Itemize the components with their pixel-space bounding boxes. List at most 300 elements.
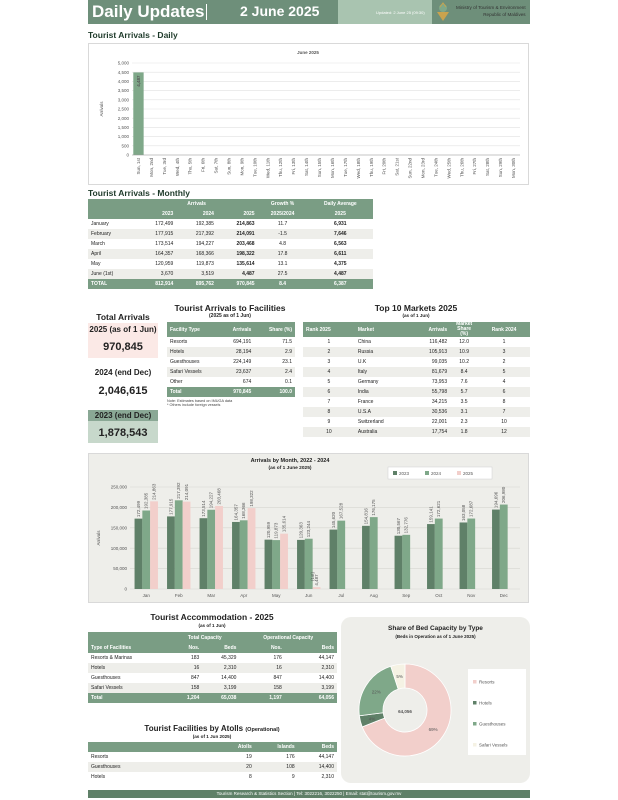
rank-2025-cell: 7: [327, 399, 331, 405]
month-cell: June (1st): [91, 271, 114, 277]
y-tick-label: 2,500: [117, 106, 129, 112]
x-tick-label: Mon, 2nd: [148, 158, 154, 177]
total-beds-cell: 3,199: [223, 685, 237, 691]
bar-2023: [362, 526, 370, 589]
market-share-cell: 10.2: [459, 359, 469, 365]
markets-table: [303, 322, 530, 437]
monthly-chart-subtitle: (as of 1 June 2025): [268, 466, 312, 471]
facilities-table-wrap: [167, 322, 295, 407]
head-operational-capacity: Operational Capacity: [263, 634, 314, 641]
rank-2024-cell: 8: [502, 399, 506, 405]
total-nos-cell: 158: [190, 685, 200, 691]
pie-legend: [468, 669, 526, 755]
table-row: [303, 397, 530, 407]
acc-total-n2: 1,197: [269, 695, 282, 701]
bar-data-label: 172,687: [468, 500, 474, 518]
market-share-cell: 10.9: [459, 349, 469, 355]
atoll-count-cell: 19: [246, 754, 252, 760]
x-tick-label: Wed, 25th: [446, 158, 452, 179]
x-tick-label: Mon, 16th: [329, 158, 335, 179]
arrivals-2024-cell: 168,366: [195, 251, 214, 257]
table-row: [88, 673, 337, 683]
y-tick-label: 0: [124, 586, 127, 592]
growth-cell: 11.7: [277, 221, 288, 227]
daily-avg-cell: 6,563: [334, 241, 347, 247]
bar-2023: [232, 522, 240, 589]
head-atoll-beds: Beds: [321, 744, 334, 750]
bar-data-label: 198,322: [248, 490, 254, 507]
arrivals-2024-cell: 192,385: [195, 221, 214, 227]
head-beds-total: Beds: [224, 645, 237, 651]
bar-2025: [248, 508, 256, 589]
chart-legend: [388, 467, 492, 479]
arrivals-2023-cell: 177,915: [155, 231, 174, 237]
oper-beds-cell: 2,310: [321, 665, 334, 671]
x-tick-label: Fri, 20th: [381, 158, 387, 175]
arrivals-2024-cell: 3,519: [201, 271, 214, 277]
bar-data-label: 120,959: [265, 521, 271, 539]
monthly-arrivals-chart: [88, 453, 529, 603]
island-count-cell: 108: [286, 764, 295, 770]
total-avg: 6,387: [334, 281, 347, 287]
x-tick-label: Sun, 1st: [135, 158, 141, 175]
markets-head-row: [303, 322, 530, 337]
market-arrivals-cell: 34,215: [431, 399, 448, 405]
month-cell: February: [91, 231, 112, 237]
bar-2023: [200, 518, 208, 589]
bar-data-label: 167,528: [338, 502, 344, 520]
x-tick-label: Tue, 3rd: [161, 158, 167, 175]
total-nos-cell: 183: [190, 655, 200, 661]
facility-type-cell: Guesthouses: [170, 359, 200, 365]
head-islands: Islands: [277, 744, 295, 750]
bar-2024: [402, 535, 410, 589]
growth-cell: 27.5: [277, 271, 288, 277]
acc-total-label: Total: [91, 695, 103, 701]
report-date: 2 June 2025: [240, 3, 320, 19]
atolls-head-row: [88, 742, 337, 752]
x-tick-label: Sat, 7th: [213, 158, 219, 174]
head-total-capacity: Total Capacity: [187, 634, 222, 641]
bar-data-label: 145,620: [330, 511, 336, 529]
rank-2024-cell: 6: [502, 389, 506, 395]
market-share-cell: 5.7: [460, 389, 468, 395]
x-tick-label: Nov: [467, 593, 476, 598]
pie-subtitle: (Beds in Operation as of 1 June 2025): [395, 634, 476, 639]
market-arrivals-cell: 55,798: [431, 389, 448, 395]
table-row: [303, 347, 530, 357]
head-rank-2025: Rank 2025: [306, 326, 331, 333]
y-axis-label: Arrivals: [96, 530, 101, 546]
x-tick-label: Tue, 24th: [433, 158, 439, 177]
facility-type-cell: Hotels: [170, 349, 185, 355]
rank-2025-cell: 1: [327, 339, 331, 345]
table-row: [88, 269, 373, 279]
footer-contact: Tourism Research & Statistics Section | Tel: 3022216, 3022250 | Email: stat@tourism.gov.mv: [88, 790, 530, 798]
daily-arrivals-chart: [88, 43, 529, 185]
x-tick-label: Sat, 21st: [394, 158, 400, 176]
monthly-head-row1: [88, 199, 373, 209]
bar-2024: [337, 521, 345, 589]
total-beds-cell: 14,400: [221, 675, 237, 681]
x-tick-label: Aug: [369, 593, 378, 598]
table-row: [303, 407, 530, 417]
total-2024: 895,762: [195, 281, 214, 287]
month-cell: January: [91, 221, 109, 227]
bar-data-label: 172,621: [436, 500, 442, 518]
market-cell: U.S.A: [357, 409, 371, 415]
table-row: [88, 762, 337, 772]
table-row: [88, 653, 337, 663]
y-tick-label: 1,500: [117, 125, 129, 130]
facility-share-cell: 2.4: [285, 369, 292, 375]
x-tick-label: Wed, 18th: [355, 158, 361, 179]
fac-total-label: Total: [170, 389, 182, 395]
markets-table-wrap: [303, 322, 530, 437]
markets-title: Top 10 Markets 2025: [374, 303, 458, 313]
bar-2025: [313, 587, 321, 589]
arrivals-2025-cell: 203,468: [236, 241, 255, 247]
daily-avg-cell: 6,931: [334, 221, 347, 227]
head-2024: 2024: [202, 211, 214, 217]
x-tick-label: Wed, 11th: [265, 158, 271, 179]
arrivals-2024-cell: 194,227: [195, 241, 214, 247]
atolls-title-row: [88, 724, 336, 733]
bar-2023: [395, 536, 403, 589]
oper-nos-cell: 16: [276, 665, 282, 671]
legend-label: 2024: [431, 471, 442, 476]
oper-nos-cell: 158: [273, 685, 282, 691]
x-tick-label: Dec: [499, 593, 508, 598]
bar-data-label: 130,567: [395, 517, 401, 535]
table-row: [167, 357, 295, 367]
facility-type-cell: Safari Vessels: [91, 685, 123, 691]
y-tick-label: 3,000: [117, 97, 129, 103]
accommodation-table-wrap: [88, 632, 337, 703]
head-type-facilities: Type of Facilities: [91, 645, 132, 651]
head-2023: 2023: [162, 211, 174, 217]
ministry-line1: Ministry of Tourism & Environment: [456, 5, 526, 10]
atoll-type-cell: Guesthouses: [91, 764, 121, 770]
bar-data-label: 163,058: [460, 504, 466, 521]
y-tick-label: 5,000: [117, 60, 129, 66]
market-arrivals-cell: 22,001: [431, 419, 448, 425]
slice-label: 5%: [396, 674, 403, 680]
facility-share-cell: 71.5: [282, 339, 292, 345]
total-nos-cell: 16: [193, 665, 200, 671]
bar-data-label: 123,244: [306, 520, 312, 538]
island-count-cell: 9: [291, 774, 295, 780]
head-avg-year: 2025: [334, 211, 346, 217]
y-tick-label: 500: [121, 143, 129, 149]
bar-2023: [297, 540, 305, 589]
market-cell: Switzerland: [357, 419, 384, 425]
bar-2025: [280, 534, 288, 589]
market-share-cell: 7.6: [460, 379, 468, 385]
ytd-label: 2025 (as of 1 Jun): [89, 325, 157, 334]
facility-type-cell: Other: [170, 379, 183, 385]
bar-2025: [183, 502, 191, 589]
facilities-note: Note: Estimates based on IMUGA data: [167, 399, 233, 403]
x-tick-label: Tue, 10th: [252, 158, 258, 177]
y-tick-label: 0: [126, 152, 129, 158]
bar-2023: [330, 530, 338, 589]
x-tick-label: Apr: [240, 593, 248, 598]
total-2023: 812,914: [155, 281, 174, 287]
legend-swatch: [473, 743, 477, 747]
monthly-total-row: [88, 279, 373, 289]
legend-label: 2025: [463, 471, 474, 476]
bar-data-label: 135,614: [281, 515, 287, 533]
rank-2024-cell: 7: [502, 409, 506, 415]
table-row: [167, 347, 295, 357]
pie-title: Share of Bed Capacity by Type: [388, 625, 483, 632]
facility-type-cell: Resorts: [170, 339, 188, 345]
market-share-cell: 3.1: [460, 409, 468, 415]
head-facility-type: Facility Type: [170, 326, 200, 333]
arrivals-2025-cell: 214,863: [236, 221, 255, 227]
table-row: [167, 377, 295, 387]
x-tick-label: Mon, 23rd: [420, 158, 426, 179]
x-tick-label: Thu, 26th: [459, 158, 465, 178]
facilities-footnote: * Others include foreign vessels: [167, 403, 221, 407]
y-tick-label: 200,000: [110, 505, 127, 510]
table-row: [88, 772, 337, 782]
acc-total-n1: 1,204: [186, 695, 200, 701]
market-cell: India: [357, 389, 369, 395]
rank-2024-cell: 3: [502, 349, 506, 355]
daily-avg-cell: 6,611: [334, 251, 347, 257]
y-tick-label: 4,500: [117, 69, 129, 75]
y-axis-label: Arrivals: [99, 101, 104, 117]
facility-type-cell: Safari Vessels: [170, 369, 202, 375]
rank-2025-cell: 4: [327, 369, 331, 375]
x-tick-label: Thu, 5th: [187, 158, 193, 175]
legend-label: Guesthouses: [479, 721, 506, 727]
y-tick-label: 4,000: [117, 79, 129, 84]
y-tick-label: 3,500: [117, 88, 129, 94]
arrivals-2023-cell: 173,514: [155, 241, 174, 247]
x-tick-label: Sat, 28th: [485, 158, 491, 177]
oper-nos-cell: 847: [273, 675, 282, 681]
total-label: TOTAL: [91, 281, 108, 287]
head-beds-oper: Beds: [321, 645, 334, 651]
rank-2025-cell: 8: [327, 409, 331, 415]
bar-data-label: 217,392: [176, 482, 182, 499]
bar-2023: [427, 524, 435, 589]
fac-total-share: 100.0: [279, 389, 292, 395]
market-share-cell: 12.0: [459, 339, 469, 345]
ytd-card: [88, 323, 158, 358]
bar-data-label: 164,357: [233, 504, 239, 521]
head-2025: 2025: [243, 211, 255, 217]
x-tick-label: Mar: [207, 593, 216, 598]
table-row: [167, 367, 295, 377]
facilities-total-row: [167, 387, 295, 397]
legend-swatch: [473, 722, 477, 726]
legend-swatch: [425, 471, 429, 475]
oper-nos-cell: 176: [273, 655, 282, 661]
bar-2024: [142, 511, 150, 589]
legend-swatch: [473, 701, 477, 705]
table-row: [88, 752, 337, 762]
y-tick-label: 2,000: [117, 115, 129, 121]
month-cell: April: [91, 251, 102, 257]
acc-total-b2: 64,056: [318, 695, 334, 701]
arrivals-2025-cell: 4,487: [242, 271, 255, 277]
total-beds-cell: 2,310: [223, 665, 237, 671]
accommodation-subtitle: (as of 1 Jun): [198, 623, 226, 628]
facilities-title: Tourist Arrivals to Facilities: [174, 303, 286, 313]
bar-2023: [265, 540, 273, 589]
atolls-table: [88, 742, 337, 782]
growth-cell: 13.1: [277, 261, 288, 267]
island-count-cell: 176: [286, 754, 295, 760]
table-row: [88, 663, 337, 673]
atoll-type-cell: Resorts: [91, 754, 109, 760]
y-tick-label: 50,000: [113, 566, 127, 572]
arrivals-2023-cell: 164,357: [155, 251, 174, 257]
donut-center-total: 64,056: [398, 709, 412, 714]
y2023-label: 2023 (end Dec): [88, 410, 158, 421]
bar-2024: [467, 519, 475, 589]
arrivals-2025-cell: 135,614: [236, 261, 255, 267]
bar-data-label: 194,696: [493, 491, 499, 509]
ministry-name: [456, 4, 526, 18]
y2023-value: 1,878,543: [98, 427, 148, 439]
table-row: [303, 387, 530, 397]
market-arrivals-cell: 17,754: [431, 429, 448, 435]
page-title: Daily Updates: [92, 2, 205, 21]
bar-data-label: 194,227: [208, 491, 214, 509]
bed-capacity-donut: [341, 617, 530, 783]
market-share-cell: 3.5: [460, 399, 468, 405]
bar-2024: [207, 510, 215, 589]
legend-label: Safari Vessels: [479, 742, 508, 748]
bar-data-label: 176,175: [371, 499, 377, 516]
bar-2024: [500, 505, 508, 589]
markets-subtitle: (as of 1 Jun): [402, 313, 430, 318]
head-nos-oper: Nos.: [270, 645, 282, 651]
rank-2025-cell: 2: [327, 349, 331, 355]
bar-2024: [240, 520, 248, 589]
slice-label: 4%: [368, 716, 376, 722]
market-cell: Australia: [357, 429, 378, 435]
x-tick-label: May: [271, 593, 281, 598]
x-tick-label: Sun, 29th: [498, 158, 504, 178]
bar-2024: [175, 500, 183, 589]
daily-avg-cell: 4,487: [334, 271, 347, 277]
total-2025: 970,845: [236, 281, 255, 287]
facilities-table: [167, 322, 295, 397]
daily-bar-label: 4,487: [136, 75, 142, 87]
head-growth: Growth %: [270, 201, 295, 207]
atolls-title-suffix: (Operational): [245, 727, 280, 733]
arrivals-2025-cell: 198,322: [236, 251, 255, 257]
legend-label: Resorts: [479, 679, 495, 685]
x-tick-label: Fri, 27th: [472, 158, 478, 175]
market-arrivals-cell: 99,035: [431, 359, 448, 365]
facilities-head-row: [167, 322, 295, 337]
legend-label: Hotels: [479, 700, 492, 706]
x-tick-label: Jul: [338, 593, 345, 598]
bar-2024: [435, 519, 443, 589]
bar-data-label: 154,816: [363, 508, 369, 525]
bar-data-label: 132,776: [403, 517, 409, 534]
head-rank-2024: Rank 2024: [491, 326, 517, 333]
facility-share-cell: 2.9: [285, 349, 292, 355]
rank-2024-cell: 4: [502, 379, 506, 385]
legend-label: 2023: [399, 471, 410, 476]
legend-swatch: [473, 680, 477, 684]
table-row: [303, 367, 530, 377]
x-tick-label: Feb: [174, 593, 183, 598]
x-tick-label: Oct: [435, 593, 443, 598]
head-market: Market: [357, 326, 374, 333]
market-share-cell: 1.8: [460, 429, 468, 435]
x-tick-label: Thu, 12th: [278, 158, 284, 178]
bar-data-label: 214,091: [183, 483, 189, 501]
y2024-card: [88, 368, 158, 403]
atolls-title: Tourist Facilities by Atolls: [144, 724, 244, 733]
market-share-cell: 8.4: [460, 369, 468, 375]
facility-arrivals-cell: 674: [242, 379, 252, 385]
bar-data-label: 177,915: [168, 498, 174, 515]
month-cell: May: [91, 261, 101, 267]
facility-arrivals-cell: 224,149: [233, 359, 252, 365]
arrivals-2025-cell: 214,091: [236, 231, 255, 237]
x-tick-label: Jan: [142, 593, 150, 598]
table-row: [303, 357, 530, 367]
market-cell: U.K: [357, 359, 367, 365]
oper-beds-cell: 14,400: [318, 675, 334, 681]
rank-2025-cell: 9: [327, 419, 331, 425]
bar-data-label: 206,980: [501, 486, 507, 504]
y2024-label: 2024 (end Dec): [94, 368, 152, 377]
monthly-table-wrap: [88, 199, 373, 289]
facility-type-cell: Resorts & Marinas: [91, 655, 133, 661]
arrivals-2024-cell: 217,392: [195, 231, 214, 237]
market-arrivals-cell: 30,536: [431, 409, 448, 415]
accom-total-row: [88, 693, 337, 703]
arrivals-2023-cell: 3,670: [160, 271, 174, 277]
market-arrivals-cell: 116,482: [429, 339, 448, 345]
x-tick-label: Thu, 19th: [368, 158, 374, 178]
atoll-count-cell: 8: [248, 774, 252, 780]
x-tick-label: Fri, 6th: [200, 158, 206, 173]
accommodation-table: [88, 632, 337, 703]
bar-data-label: 203,468: [216, 488, 222, 505]
arrivals-2024-cell: 119,873: [196, 261, 214, 267]
fac-total-arrivals: 970,845: [233, 389, 252, 395]
rank-2024-cell: 1: [502, 339, 506, 345]
bar-data-label: 214,863: [151, 483, 157, 500]
facility-arrivals-cell: 28,194: [235, 349, 252, 355]
x-tick-label: Fri, 13th: [291, 158, 297, 175]
accom-head-row2: [88, 643, 337, 653]
table-row: [88, 229, 373, 239]
y-tick-label: 100,000: [110, 545, 127, 551]
rank-2025-cell: 3: [327, 359, 331, 365]
oper-beds-cell: 3,199: [321, 685, 334, 691]
ministry-line2: Republic of Maldives: [483, 12, 526, 17]
table-row: [303, 337, 530, 347]
growth-cell: -1.5: [278, 231, 287, 237]
bar-2023: [167, 516, 175, 589]
atoll-count-cell: 20: [246, 764, 252, 770]
total-growth: 8.4: [279, 281, 287, 287]
atolls-table-wrap: [88, 742, 337, 782]
